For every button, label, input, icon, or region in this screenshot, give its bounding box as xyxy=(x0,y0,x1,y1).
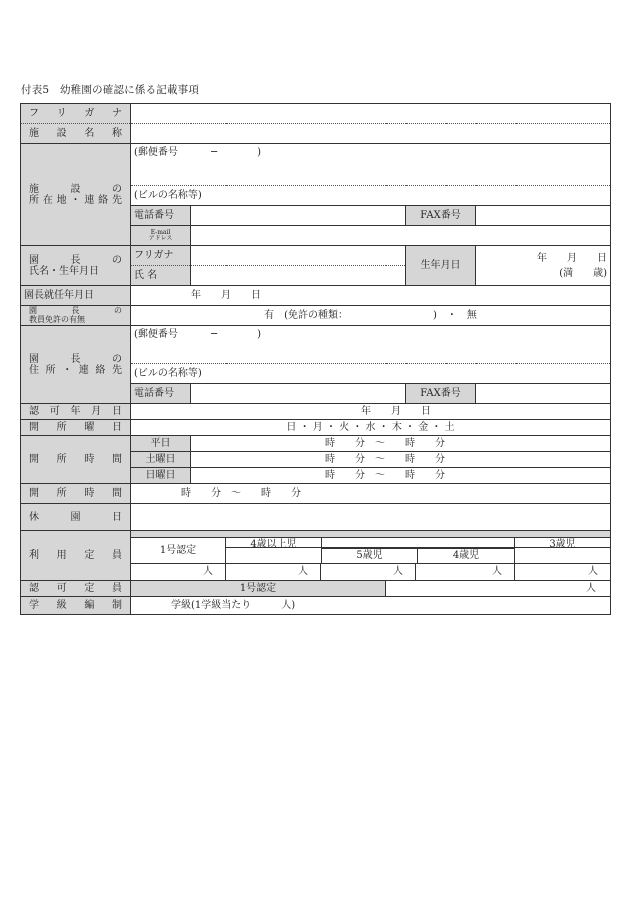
tel-field[interactable] xyxy=(191,206,406,226)
weekday-hours[interactable]: 時 分 ～ 時 分 xyxy=(191,436,611,452)
facility-furigana-field[interactable] xyxy=(131,104,611,124)
permit-date-label: 認 可 年 月 日 xyxy=(21,404,131,420)
permit-cert-label: 1号認定 xyxy=(131,581,386,597)
capacity-values xyxy=(131,564,611,581)
director-building-field[interactable]: (ビルの名称等) xyxy=(131,364,611,384)
appointment-row xyxy=(21,286,611,306)
director-tel-label: 電話番号 xyxy=(131,384,191,404)
age4plus-label: 4歳以上児 xyxy=(226,538,322,563)
sunday-label: 日曜日 xyxy=(131,468,191,484)
form-table xyxy=(20,103,611,615)
capacity-label: 利 用 定 員 xyxy=(21,531,131,581)
director-fax-label: FAX番号 xyxy=(406,384,476,404)
hours-weekday-row xyxy=(21,436,611,452)
license-row xyxy=(21,306,611,326)
holiday-row xyxy=(21,504,611,531)
age5-label: 5歳児 xyxy=(322,548,418,563)
director-address-label-line1: 園 長 の xyxy=(29,353,122,365)
director-label-line1: 園 長 の xyxy=(29,254,122,266)
email-field[interactable] xyxy=(191,226,611,246)
address-postal-row xyxy=(21,144,611,186)
sunday-hours[interactable]: 時 分 ～ 時 分 xyxy=(191,468,611,484)
saturday-label: 土曜日 xyxy=(131,452,191,468)
director-address-label-line2: 住所・連絡先 xyxy=(29,364,122,376)
fax-label: FAX番号 xyxy=(406,206,476,226)
address-label-line1: 施 設 の xyxy=(29,183,122,195)
age4plus-count[interactable]: 人 xyxy=(226,564,321,580)
director-address-label xyxy=(21,326,131,404)
age3-label: 3歳児 xyxy=(549,539,576,550)
page-title: 付表5 幼稚園の確認に係る記載事項 xyxy=(21,84,200,96)
director-name-field[interactable] xyxy=(191,266,406,286)
director-label xyxy=(21,246,131,286)
license-field[interactable]: 有 (免許の種類： ) ・ 無 xyxy=(131,306,611,326)
permit-capacity-row xyxy=(21,581,611,597)
license-label xyxy=(21,306,131,326)
email-label-line2: アドレス xyxy=(148,234,173,242)
email-label-line1: E-mail xyxy=(150,228,171,236)
open-hours-label: 開 所 時 間 xyxy=(21,436,131,484)
weekday-label: 平日 xyxy=(131,436,191,452)
permit-date-field[interactable]: 年 月 日 xyxy=(131,404,611,420)
appointment-label: 園長就任年月日 xyxy=(21,286,131,306)
furigana-label: フ リ ガ ナ xyxy=(21,104,131,124)
director-postal-field[interactable]: (郵便番号 ─ ) xyxy=(131,326,611,364)
capacity-age-top-gap xyxy=(322,538,515,547)
capacity-head-row1 xyxy=(21,531,611,538)
appointment-field[interactable]: 年 月 日 xyxy=(131,286,611,306)
open-hours2-field[interactable]: 時 分 ～ 時 分 xyxy=(131,484,611,504)
age4-label: 4歳児 xyxy=(418,548,515,563)
director-furigana-row xyxy=(21,246,611,266)
open-days-label: 開 所 曜 日 xyxy=(21,420,131,436)
director-name-label: 氏 名 xyxy=(131,266,191,286)
open-days-field[interactable]: 日 ・ 月 ・ 火 ・ 水 ・ 木 ・ 金 ・ 土 xyxy=(131,420,611,436)
holiday-field[interactable] xyxy=(131,504,611,531)
saturday-hours[interactable]: 時 分 ～ 時 分 xyxy=(191,452,611,468)
facility-name-label: 施 設 名 称 xyxy=(21,124,131,144)
email-label xyxy=(131,226,191,246)
age4-count[interactable]: 人 xyxy=(416,564,515,580)
open-days-row xyxy=(21,420,611,436)
license-label-line1: 園 長 の xyxy=(29,305,122,315)
cert1-count[interactable]: 人 xyxy=(131,564,226,580)
director-fax-field[interactable] xyxy=(476,384,611,404)
open-hours2-label: 開 所 時 間 xyxy=(21,484,131,504)
license-label-line2: 教員免許の有無 xyxy=(29,314,85,324)
birth-field[interactable] xyxy=(476,246,611,286)
building-field[interactable]: (ビルの名称等) xyxy=(131,186,611,206)
director-furigana-label: フリガナ xyxy=(131,246,191,266)
director-label-line2: 氏名・生年月日 xyxy=(29,265,99,277)
postal-field[interactable]: (郵便番号 ─ ) xyxy=(131,144,611,186)
facility-name-field[interactable] xyxy=(131,124,611,144)
open-hours2-row xyxy=(21,484,611,504)
permit-capacity-count[interactable]: 人 xyxy=(386,581,611,597)
age3-count[interactable]: 人 xyxy=(588,566,598,577)
facility-furigana-row xyxy=(21,104,611,124)
permit-capacity-label: 認 可 定 員 xyxy=(21,581,131,597)
tel-label: 電話番号 xyxy=(131,206,191,226)
facility-name-row xyxy=(21,124,611,144)
capacity-header-band xyxy=(131,531,611,538)
class-field[interactable]: 学級(1学級当たり 人) xyxy=(131,597,611,615)
director-postal-row xyxy=(21,326,611,364)
birth-age: (満 歳) xyxy=(559,267,607,279)
director-tel-field[interactable] xyxy=(191,384,406,404)
holiday-label: 休 園 日 xyxy=(21,504,131,531)
class-label: 学 級 編 制 xyxy=(21,597,131,615)
birth-date: 年 月 日 xyxy=(537,252,607,264)
fax-field[interactable] xyxy=(476,206,611,226)
capacity-cert1-label: 1号認定 xyxy=(131,538,226,564)
age5-count[interactable]: 人 xyxy=(321,564,416,580)
address-label xyxy=(21,144,131,246)
director-furigana-field[interactable] xyxy=(191,246,406,266)
address-label-line2: 所在地・連絡先 xyxy=(29,194,122,206)
capacity-age-labels xyxy=(226,539,611,564)
permit-date-row xyxy=(21,404,611,420)
class-row xyxy=(21,597,611,615)
birth-label: 生年月日 xyxy=(406,246,476,286)
